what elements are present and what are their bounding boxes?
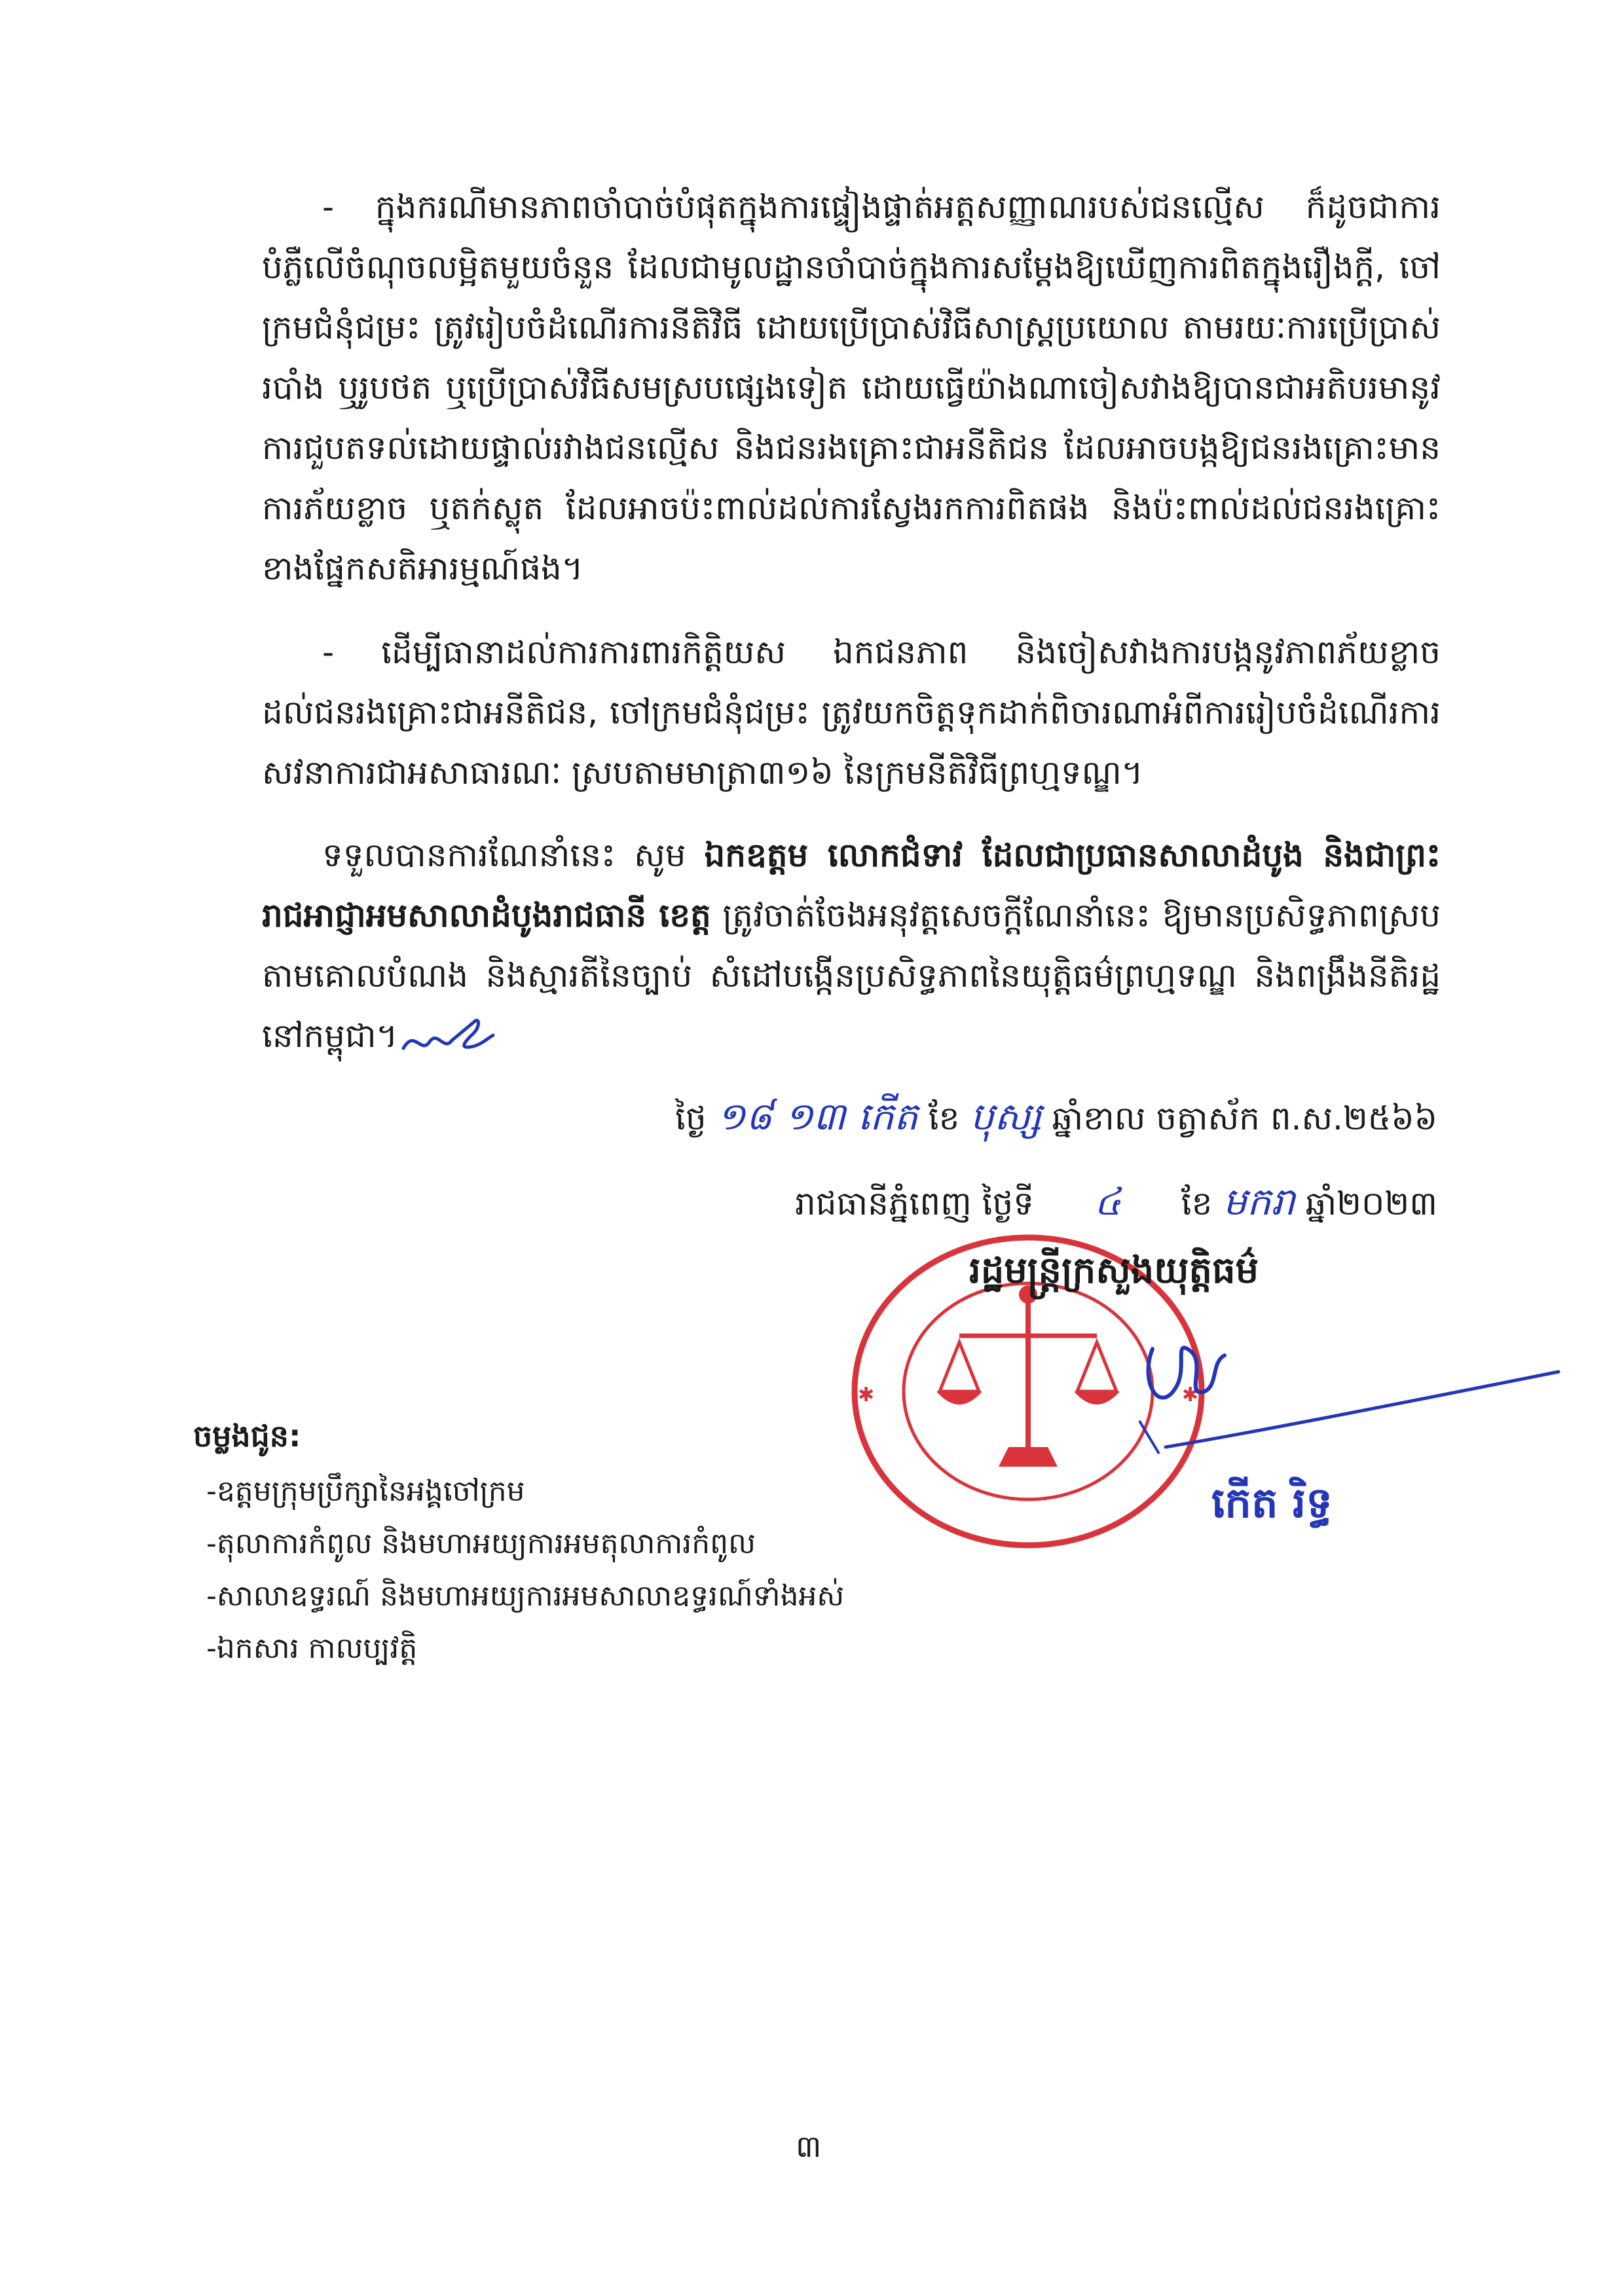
addressee-honorific: ឯកឧត្តម លោកជំទាវ bbox=[704, 836, 963, 874]
handwritten-initials bbox=[398, 1016, 496, 1061]
minister-signature bbox=[1113, 1323, 1572, 1493]
lunar-date-day: ១៨ ១៣ កើត bbox=[716, 1094, 918, 1139]
lunar-month: បុស្ស bbox=[970, 1094, 1042, 1139]
lunar-date-prefix: ថ្ងៃ bbox=[675, 1099, 707, 1137]
minister-title: រដ្ឋមន្ត្រីក្រសួងយុត្តិធម៌ bbox=[969, 1249, 1259, 1292]
addressee-courts: ដែលជាប្រធានសាលាដំបូង និងជាព្រះរាជអាជ្ញាអមសាលាដំបូងរាជធានី ខេត្ត bbox=[262, 836, 1441, 934]
paragraph-privacy-protection: - ដើម្បីធានាដល់ការការពារកិត្តិយស ឯកជនភាព និងចៀសវាងការបង្កនូវភាពភ័យខ្លាចដល់ជនរងគ្រោះជាអនីតិជន, ចៅក្រមជំនុំជម្រះ ត្រូវយកចិត្តទុកដាក់ពិចារណាអំពីការរៀបចំដំណើរការសវនាការជាអសាធារណៈ ស្របតាមមាត្រា៣១៦ នៃក្រមនីតិវិធីព្រហ្មទណ្ឌ។ bbox=[262, 633, 1441, 792]
cc-item: -ឯកសារ កាលប្បវត្តិ bbox=[206, 1632, 418, 1665]
lunar-date-line bbox=[675, 1090, 1437, 1145]
solar-month: មករា bbox=[1223, 1179, 1295, 1224]
paragraph-identity-verification: - ក្នុងករណីមានភាពចាំបាច់បំផុតក្នុងការផ្ទៀងផ្ទាត់អត្តសញ្ញាណរបស់ជនល្មើស ក៏ដូចជាការបំភ្លឺលើចំណុចលម្អិតមួយចំនួន ដែលជាមូលដ្ឋានចាំបាច់ក្នុងការសម្តែងឱ្យឃើញការពិតក្នុងរឿងក្តី, ចៅក្រមជំនុំជម្រះ ត្រូវរៀបចំដំណើរការនីតិវិធី ដោយប្រើប្រាស់វិធីសាស្ត្រប្រយោល តាមរយៈការប្រើប្រាស់របាំង ឬរូបថត ឬប្រើប្រាស់វិធីសមស្របផ្សេងទៀត ដោយធ្វើយ៉ាងណាចៀសវាងឱ្យបានជាអតិបរមានូវការជួបតទល់ដោយផ្ទាល់រវាងជនល្មើស និងជនរងគ្រោះជាអនីតិជន ដែលអាចបង្កឱ្យជនរងគ្រោះមានការភ័យខ្លាច ឬតក់ស្លុត ដែលអាចប៉ះពាល់ដល់ការស្វែងរកការពិតផង និងប៉ះពាល់ដល់ជនរងគ្រោះខាងផ្នែកសតិអារម្មណ៍ផង។ bbox=[262, 188, 1441, 587]
paragraph-instruction-intro: ទទួលបានការណែនាំនេះ សូម bbox=[322, 836, 705, 874]
paragraph-instruction bbox=[262, 825, 1441, 1066]
cc-item: -តុលាការកំពូល និងមហាអយ្យការអមតុលាការកំពូល bbox=[206, 1527, 756, 1560]
solar-date-day: ៤ bbox=[1094, 1179, 1121, 1224]
lunar-month-prefix: ខែ bbox=[928, 1099, 960, 1137]
cc-item: -សាលាឧទ្ធរណ៍ និងមហាអយ្យការអមសាលាឧទ្ធរណ៍ទាំងអស់ bbox=[206, 1579, 845, 1613]
solar-date-prefix: រាជធានីភ្នំពេញ ថ្ងៃទី bbox=[794, 1184, 1034, 1222]
cc-item: -ឧត្តមក្រុមប្រឹក្សានៃអង្គចៅក្រម bbox=[206, 1475, 525, 1508]
cc-heading: ចម្លងជូន: bbox=[193, 1418, 301, 1454]
paragraph-instruction-rest: ត្រូវចាត់ចែងអនុវត្តសេចក្តីណែនាំនេះ ឱ្យមានប្រសិទ្ធភាពស្របតាមគោលបំណង និងស្មារតីនៃច្បាប់ សំដៅបង្កើនប្រសិទ្ធភាពនៃយុត្តិធម៌ព្រហ្មទណ្ឌ និងពង្រឹងនីតិរដ្ឋនៅកម្ពុជា។ bbox=[262, 896, 1441, 1055]
minister-name: កើត រិទ្ធ bbox=[1211, 1479, 1333, 1528]
solar-month-prefix: ខែ bbox=[1181, 1184, 1213, 1222]
lunar-date-rest: ឆ្នាំខាល ចត្វាស័ក ព.ស.២៥៦៦ bbox=[1052, 1099, 1437, 1137]
svg-text:✱: ✱ bbox=[858, 1384, 875, 1406]
svg-text:✱: ✱ bbox=[1182, 1384, 1199, 1406]
solar-year: ឆ្នាំ២០២៣ bbox=[1305, 1184, 1437, 1222]
page-number: ៣ bbox=[796, 2129, 822, 2164]
